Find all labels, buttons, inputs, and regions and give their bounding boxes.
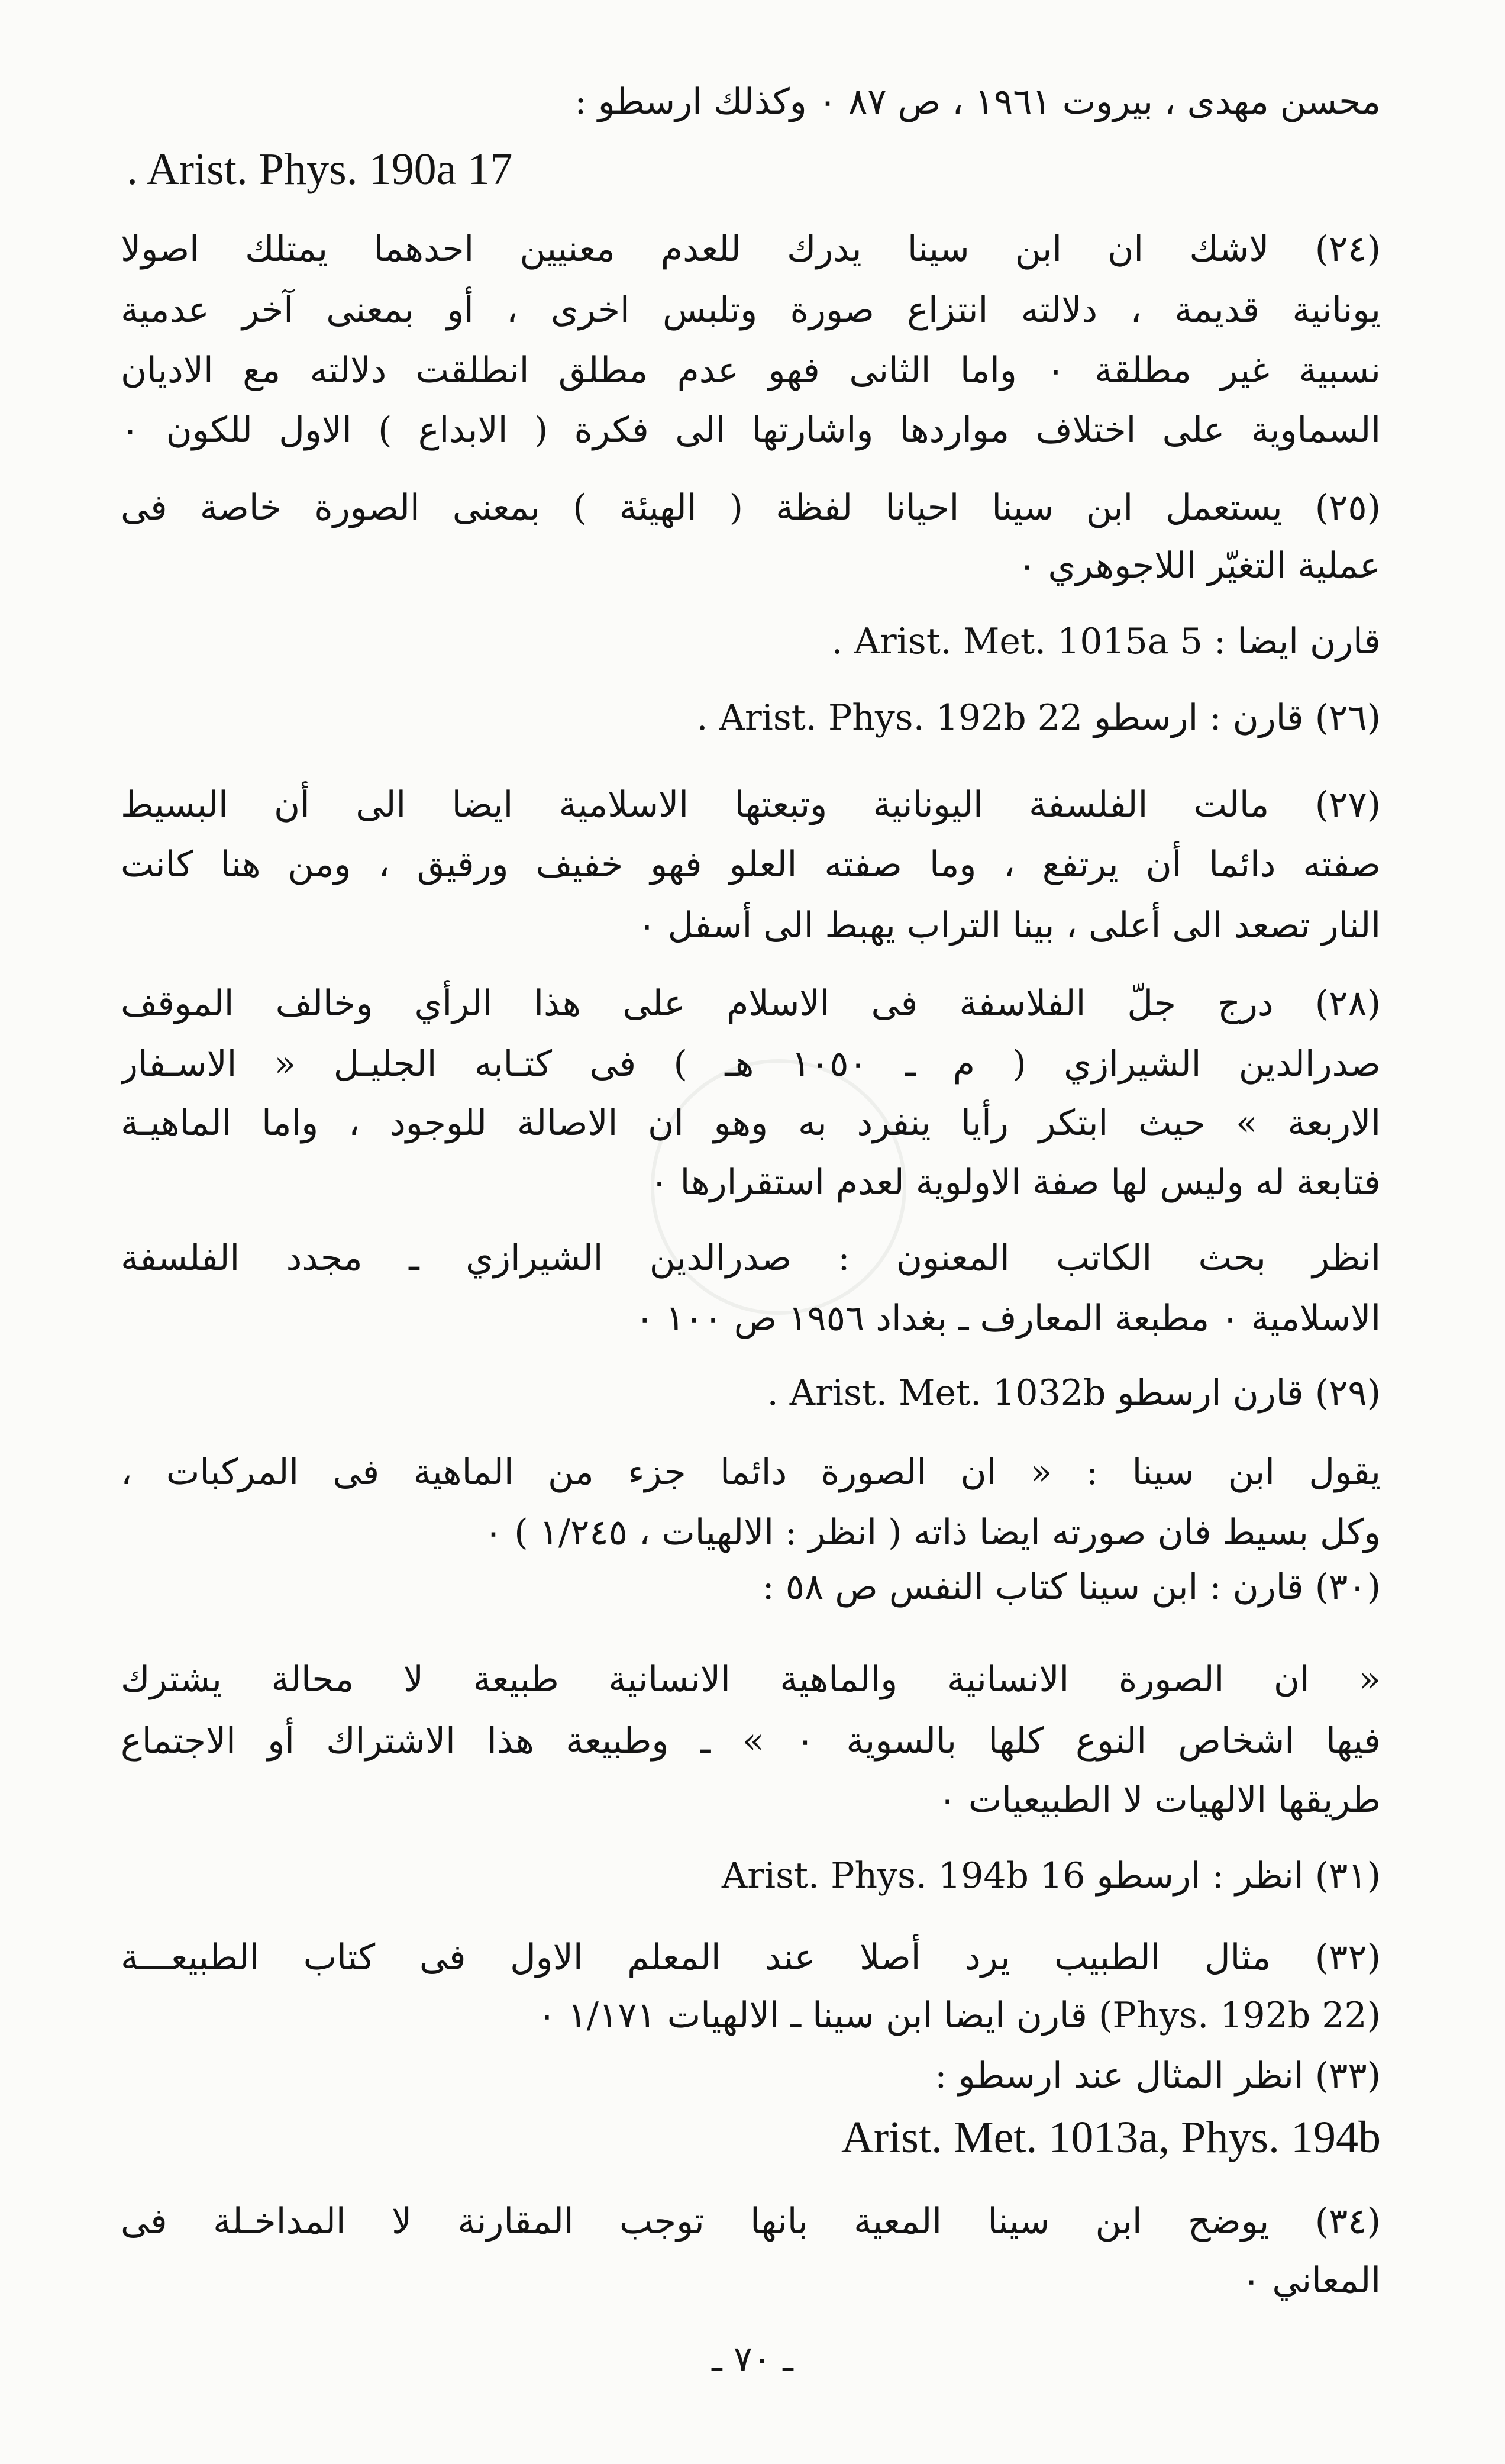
footnote-27-line: النار تصعد الى أعلى ، بينا التراب يهبط الى أسفل ٠ — [637, 905, 1381, 946]
footnote-30-line: (٣٠) قارن : ابن سينا كتاب النفس ص ٥٨ : — [762, 1566, 1381, 1608]
quote-line: طريقها الالهيات لا الطبيعيات ٠ — [938, 1779, 1381, 1821]
footnote-26-line: (٢٦) قارن : ارسطو Arist. Phys. 192b 22 . — [696, 697, 1381, 738]
footnote-24-line: السماوية على اختلاف مواردها واشارتها الى فكرة ( الابداع ) الاول للكون ٠ — [121, 409, 1381, 451]
footnote-25-line: (٢٥) يستعمل ابن سينا احيانا لفظة ( الهيئة ) بمعنى الصورة خاصة فى — [121, 487, 1381, 528]
footnote-24-line: (٢٤) لاشك ان ابن سينا يدرك للعدم معنيين احدهما يمتلك اصولا — [121, 228, 1381, 270]
footnote-33-line: (٣٣) انظر المثال عند ارسطو : — [935, 2055, 1381, 2097]
reference-line: انظر بحث الكاتب المعنون : صدرالدين الشيرازي ـ مجدد الفلسفة — [121, 1237, 1381, 1279]
footnote-24-line: نسبية غير مطلقة ٠ واما الثانى فهو عدم مطلق انطلقت دلالته مع الاديان — [121, 350, 1381, 391]
footnote-27-line: صفته دائما أن يرتفع ، وما صفته العلو فهو خفيف ورقيق ، ومن هنا كانت — [121, 844, 1381, 885]
footnote-25-line: قارن ايضا : Arist. Met. 1015a 5 . — [831, 621, 1381, 662]
text-line-latin: . Arist. Phys. 190a 17 — [127, 144, 513, 194]
footnote-25-line: عملية التغيّر اللاجوهري ٠ — [1018, 545, 1381, 586]
reference-line: الاسلامية ٠ مطبعة المعارف ـ بغداد ١٩٥٦ ص ١٠٠ ٠ — [635, 1298, 1381, 1339]
quote-line: وكل بسيط فان صورته ايضا ذاته ( انظر : الالهيات ، ١/٢٤٥ ) ٠ — [483, 1512, 1381, 1553]
footnote-28-line: فتابعة له وليس لها صفة الاولوية لعدم استقرارها ٠ — [650, 1162, 1381, 1203]
footnote-32-line: (٣٢) مثال الطبيب يرد أصلا عند المعلم الاول فى كتاب الطبيعـــة — [121, 1937, 1381, 1978]
footnote-27-line: (٢٧) مالت الفلسفة اليونانية وتبعتها الاسلامية ايضا الى أن البسيط — [121, 784, 1381, 825]
footnote-32-line: (Phys. 192b 22) قارن ايضا ابن سينا ـ الالهيات ١/١٧١ ٠ — [537, 1995, 1381, 2036]
footnote-34-line: المعاني ٠ — [1242, 2260, 1381, 2301]
footnote-28-line: صدرالدين الشيرازي ( م ـ ١٠٥٠ هـ ) فى كتـابه الجليـل « الاسـفار — [121, 1043, 1381, 1085]
quote-line: « ان الصورة الانسانية والماهية الانسانية طبيعة لا محالة يشترك — [121, 1659, 1381, 1700]
quote-line: فيها اشخاص النوع كلها بالسوية ٠ » ـ وطبيعة هذا الاشتراك أو الاجتماع — [121, 1720, 1381, 1762]
footnote-31-line: (٣١) انظر : ارسطو Arist. Phys. 194b 16 — [721, 1855, 1381, 1897]
footnote-29-line: (٢٩) قارن ارسطو Arist. Met. 1032b . — [767, 1372, 1381, 1414]
text-line: محسن مهدی ، بیروت ١٩٦١ ، ص ٨٧ ٠ وكذلك ارسطو : — [574, 81, 1381, 122]
page-number: ـ ٧٠ ـ — [712, 2339, 793, 2380]
footnote-28-line: الاربعة » حيث ابتكر رأيا ينفرد به وهو ان الاصالة للوجود ، واما الماهيـة — [121, 1102, 1381, 1144]
footnote-34-line: (٣٤) يوضح ابن سينا المعية بانها توجب المقارنة لا المداخـلة فى — [121, 2201, 1381, 2242]
footnote-28-line: (٢٨) درج جلّ الفلاسفة فى الاسلام على هذا الرأي وخالف الموقف — [121, 983, 1381, 1024]
text-line-latin: Arist. Met. 1013a, Phys. 194b — [841, 2113, 1381, 2162]
footnote-24-line: يونانية قديمة ، دلالته انتزاع صورة وتلبس اخرى ، أو بمعنى آخر عدمية — [121, 289, 1381, 331]
quote-line: يقول ابن سينا : « ان الصورة دائما جزء من الماهية فى المركبات ، — [121, 1452, 1381, 1493]
